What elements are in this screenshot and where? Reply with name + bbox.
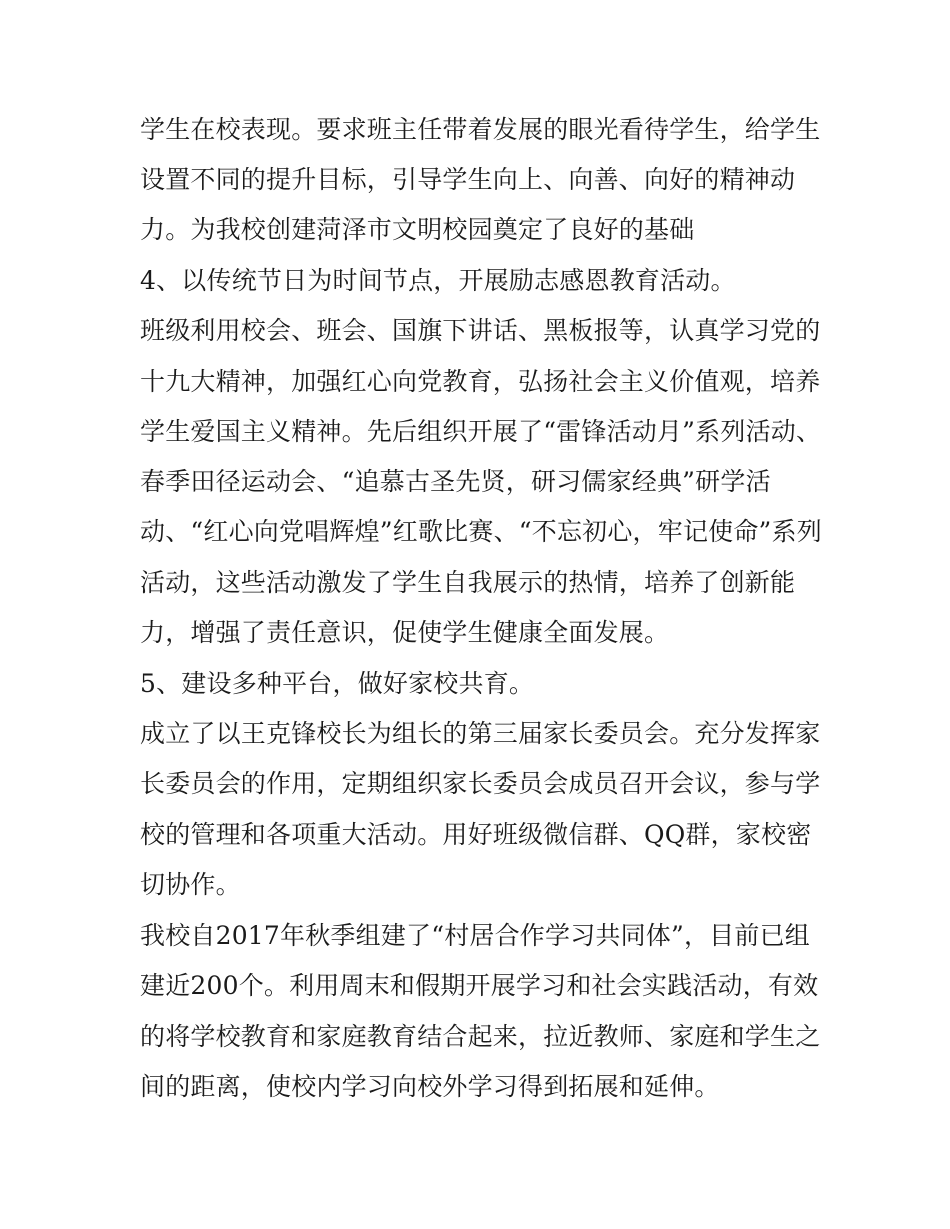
text-line: 间的距离，使校内学习向校外学习得到拓展和延伸。	[140, 1072, 720, 1101]
text-line: 设置不同的提升目标，引导学生向上、向善、向好的精神动	[140, 165, 796, 194]
text-line: 我校自2017年秋季组建了“村居合作学习共同体”，目前已组	[140, 921, 810, 950]
text-line: 建近200个。利用周末和假期开展学习和社会实践活动，有效	[140, 971, 819, 1000]
text-line: 力。为我校创建菏泽市文明校园奠定了良好的基础	[140, 215, 695, 244]
text-line: 活动，这些活动激发了学生自我展示的热情，培养了创新能	[140, 568, 796, 597]
text-line: 的将学校教育和家庭教育结合起来，拉近教师、家庭和学生之	[140, 1022, 821, 1051]
text-line: 学生在校表现。要求班主任带着发展的眼光看待学生，给学生	[140, 115, 821, 144]
text-line: 校的管理和各项重大活动。用好班级微信群、QQ群，家校密	[140, 820, 812, 849]
section-heading-5: 5、建设多种平台，做好家校共育。	[140, 669, 535, 698]
text-line: 学生爱国主义精神。先后组织开展了“雷锋活动月”系列活动、	[140, 417, 822, 446]
text-line: 成立了以王克锋校长为组长的第三届家长委员会。充分发挥家	[140, 719, 821, 748]
text-line: 春季田径运动会、“追慕古圣先贤，研习儒家经典”研学活	[140, 467, 771, 496]
text-line: 力，增强了责任意识，促使学生健康全面发展。	[140, 618, 670, 647]
section-heading-4: 4、以传统节日为时间节点，开展励志感恩教育活动。	[140, 266, 736, 295]
text-line: 十九大精神，加强红心向党教育，弘扬社会主义价值观，培养	[140, 367, 821, 396]
text-line: 切协作。	[140, 870, 241, 899]
text-line: 动、“红心向党唱辉煌”红歌比赛、“不忘初心，牢记使命”系列	[140, 517, 822, 546]
text-line: 班级利用校会、班会、国旗下讲话、黑板报等，认真学习党的	[140, 316, 821, 345]
text-line: 长委员会的作用，定期组织家长委员会成员召开会议，参与学	[140, 769, 821, 798]
